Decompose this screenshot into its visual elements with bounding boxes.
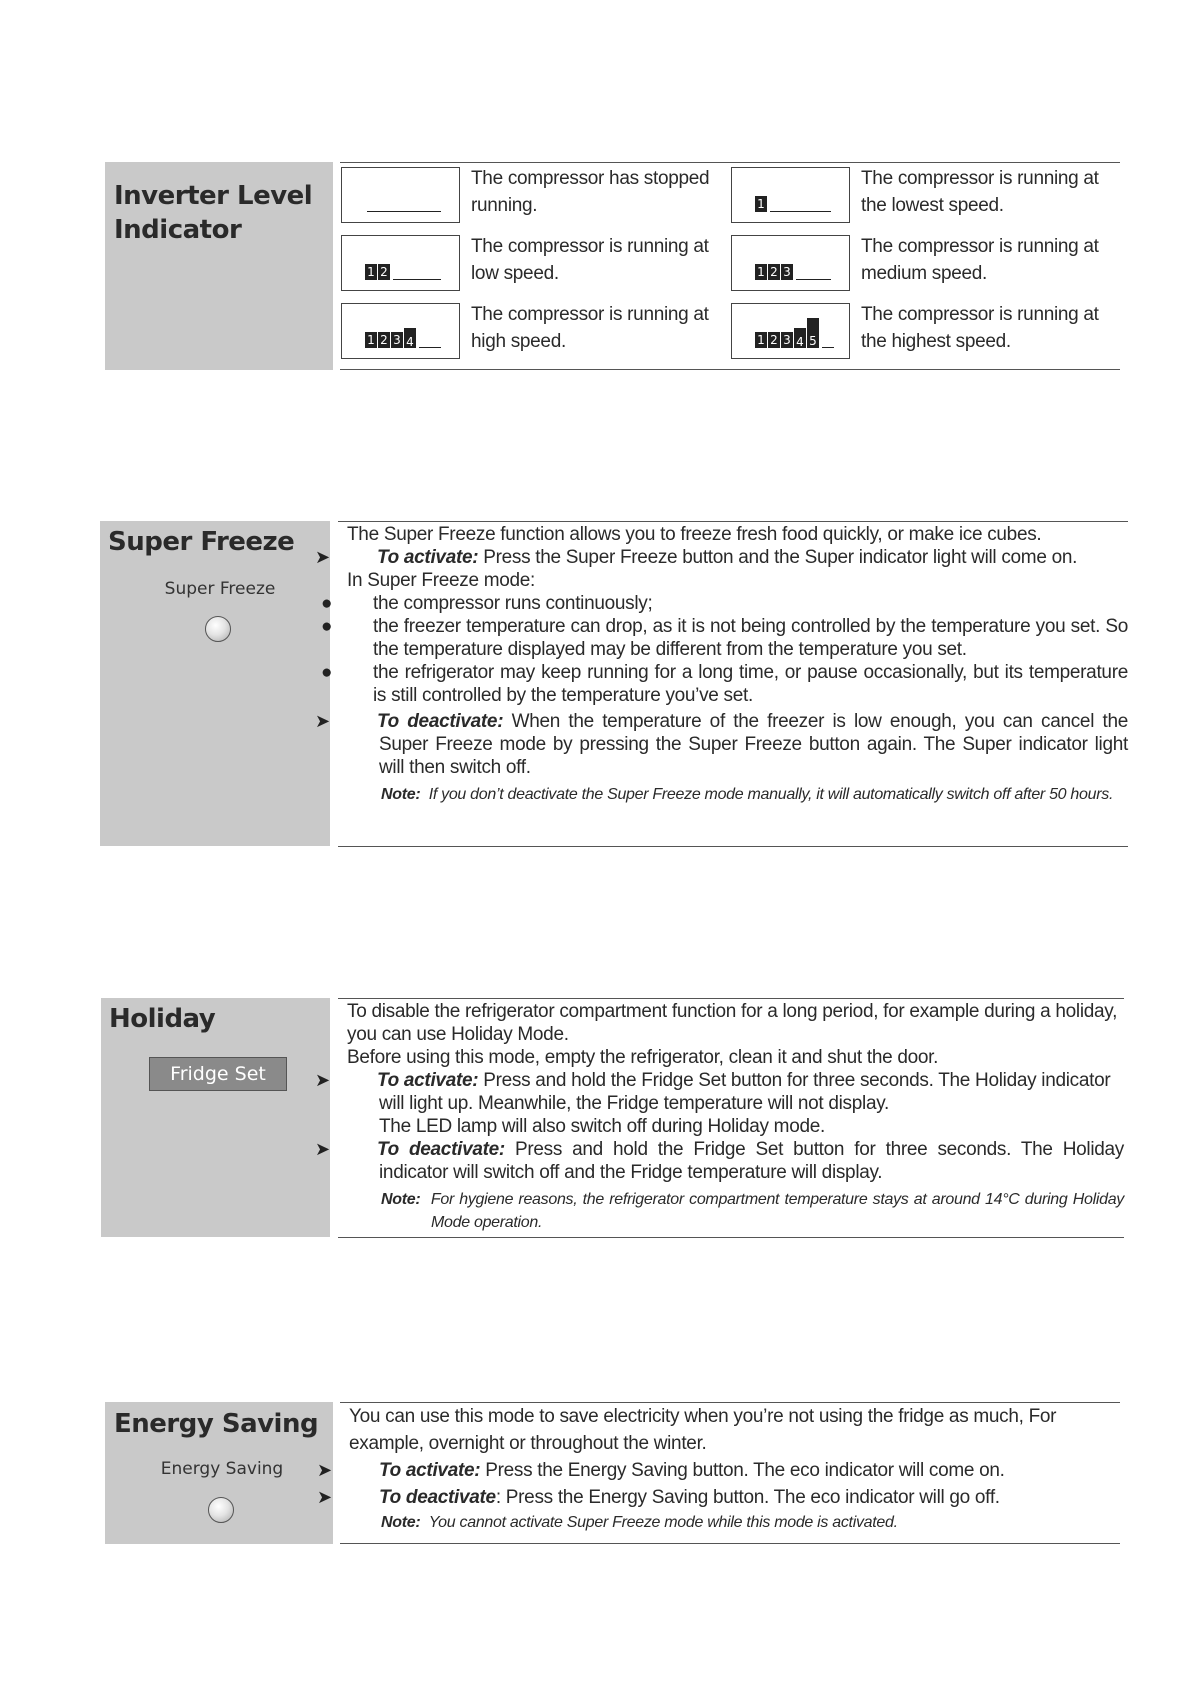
bullet-text: the refrigerator may keep running for a long time, or pause occasionally, but its temperature is still controlled by the temperature you’ve set. [373, 662, 1128, 706]
arrow-icon: ➤ [315, 1070, 330, 1090]
super-freeze-title: Super Freeze [108, 527, 295, 557]
fridge-set-button-label: Fridge Set [170, 1063, 266, 1085]
level-baseline [367, 211, 441, 213]
energy-saving-button-label: Energy Saving [160, 1459, 284, 1479]
super-freeze-note [347, 783, 1128, 806]
note-text: You cannot activate Super Freeze mode while this mode is activated. [428, 1514, 898, 1531]
holiday-top-rule [338, 998, 1124, 999]
list-item [321, 615, 1128, 661]
arrow-icon: ➤ [315, 711, 330, 731]
bullet-icon: ● [321, 593, 333, 614]
energy-saving-intro: You can use this mode to save electricity when you’re not using the fridge as much, For example, overnight or throughout the winter. [349, 1406, 1057, 1454]
list-item [321, 661, 1128, 707]
inverter-top-rule [340, 162, 1120, 163]
activate-text: Press the Energy Saving button. The eco indicator will come on. [480, 1460, 1005, 1481]
holiday-bottom-rule [338, 1237, 1124, 1238]
note-text: If you don’t deactivate the Super Freeze mode manually, it will automatically switch off after 50 hours. [428, 786, 1114, 803]
inverter-level-display [731, 303, 850, 359]
level-segment: 2 [768, 264, 780, 280]
inverter-level-display [731, 235, 850, 291]
level-segment: 4 [794, 328, 806, 348]
level-segment: 2 [378, 264, 390, 280]
inverter-level-display [731, 167, 850, 223]
level-segments [755, 196, 831, 212]
arrow-icon: ➤ [315, 1139, 330, 1159]
level-segment: 3 [781, 332, 793, 348]
holiday-before: Before using this mode, empty the refrigerator, clean it and shut the door. [347, 1047, 939, 1068]
holiday-led: The LED lamp will also switch off during Holiday mode. [379, 1116, 825, 1137]
note-text: For hygiene reasons, the refrigerator compartment temperature stays at around 14°C during Holiday Mode operation. [430, 1191, 1124, 1231]
holiday-note [347, 1188, 1124, 1234]
holiday-intro: To disable the refrigerator compartment function for a long period, for example during a holiday, you can use Holiday Mode. [347, 1001, 1118, 1045]
holiday-activate [315, 1069, 1124, 1115]
inverter-title-line2: Indicator [114, 215, 242, 245]
bullet-icon: ● [321, 662, 333, 683]
energy-saving-title: Energy Saving [114, 1409, 319, 1439]
arrow-icon: ➤ [317, 1460, 332, 1480]
inverter-level-description: The compressor is running at medium speed. [861, 236, 1099, 284]
bullet-icon: ● [321, 616, 333, 637]
super-freeze-activate [315, 546, 1128, 569]
holiday-title: Holiday [109, 1004, 216, 1034]
super-freeze-button[interactable] [205, 616, 231, 642]
inverter-level-description: The compressor is running at the highest speed. [861, 304, 1099, 352]
level-segment: 2 [378, 332, 390, 348]
arrow-icon: ➤ [315, 547, 330, 567]
deactivate-label: To deactivate: [377, 711, 504, 732]
super-freeze-mode-intro: In Super Freeze mode: [347, 570, 536, 591]
inverter-level-display [341, 303, 460, 359]
level-segment: 1 [755, 264, 767, 280]
deactivate-label: To deactivate [379, 1487, 496, 1508]
super-freeze-sidebar [100, 521, 330, 846]
energy-saving-bottom-rule [340, 1543, 1120, 1544]
level-baseline [770, 211, 831, 213]
bullet-text: the freezer temperature can drop, as it is not being controlled by the temperature you set. So the temperature displayed may be different from the temperature you set. [373, 616, 1128, 660]
activate-text: Press the Super Freeze button and the Super indicator light will come on. [478, 547, 1078, 568]
level-segment: 3 [781, 264, 793, 280]
level-segment: 1 [755, 196, 767, 212]
level-segment: 1 [755, 332, 767, 348]
level-segments [755, 264, 831, 280]
deactivate-text: Press and hold the Fridge Set button for three seconds. The Holiday indicator will switch off and the Fridge temperature will display. [379, 1139, 1124, 1183]
level-segment: 5 [807, 318, 819, 348]
activate-text: Press and hold the Fridge Set button for three seconds. The Holiday indicator will light up. Meanwhile, the Fridge temperature will not display. [379, 1070, 1111, 1114]
energy-saving-note [349, 1511, 1109, 1535]
inverter-level-description: The compressor is running at the lowest speed. [861, 168, 1099, 216]
level-segment: 3 [391, 332, 403, 348]
note-label: Note: [381, 786, 421, 803]
inverter-level-display [341, 235, 460, 291]
activate-label: To activate: [377, 1070, 479, 1091]
super-freeze-intro: The Super Freeze function allows you to freeze fresh food quickly, or make ice cubes. [347, 524, 1042, 545]
inverter-bottom-rule [340, 369, 1120, 370]
level-baseline [822, 347, 834, 349]
list-item [321, 592, 1128, 615]
super-freeze-body [315, 523, 1128, 806]
super-freeze-bottom-rule [338, 846, 1128, 847]
activate-label: To activate: [377, 547, 479, 568]
arrow-icon: ➤ [317, 1487, 332, 1507]
bullet-text: the compressor runs continuously; [373, 593, 653, 614]
level-segment: 1 [365, 264, 377, 280]
inverter-title-line1: Inverter Level [114, 181, 313, 211]
level-segment: 2 [768, 332, 780, 348]
note-label: Note: [381, 1191, 421, 1208]
energy-saving-activate [317, 1457, 1109, 1484]
holiday-deactivate [315, 1138, 1124, 1184]
activate-label: To activate: [379, 1460, 481, 1481]
level-segments [365, 211, 441, 213]
inverter-level-description: The compressor is running at low speed. [471, 236, 709, 284]
level-baseline [796, 279, 831, 281]
level-segment: 1 [365, 332, 377, 348]
level-segment: 4 [404, 328, 416, 348]
deactivate-text: : Press the Energy Saving button. The eco indicator will go off. [495, 1487, 1000, 1508]
level-segments [365, 328, 441, 348]
inverter-level-display [341, 167, 460, 223]
energy-saving-button[interactable] [208, 1497, 234, 1523]
level-segments [755, 318, 834, 348]
super-freeze-top-rule [338, 521, 1128, 522]
level-baseline [419, 347, 441, 349]
level-baseline [393, 279, 441, 281]
deactivate-label: To deactivate: [377, 1139, 505, 1160]
fridge-set-button[interactable] [149, 1057, 287, 1091]
level-segments [365, 264, 441, 280]
super-freeze-button-label: Super Freeze [164, 579, 276, 599]
inverter-level-description: The compressor has stopped running. [471, 168, 710, 216]
note-label: Note: [381, 1514, 421, 1531]
deactivate-text: When the temperature of the freezer is low enough, you can cancel the Super Freeze mode by pressing the Super Freeze button again. The Super indicator light will then switch off. [379, 711, 1128, 778]
energy-saving-body [317, 1403, 1109, 1535]
super-freeze-deactivate [315, 710, 1128, 779]
inverter-level-description: The compressor is running at high speed. [471, 304, 709, 352]
energy-saving-deactivate [317, 1484, 1109, 1511]
inverter-title [114, 179, 312, 247]
holiday-body [315, 1000, 1124, 1234]
